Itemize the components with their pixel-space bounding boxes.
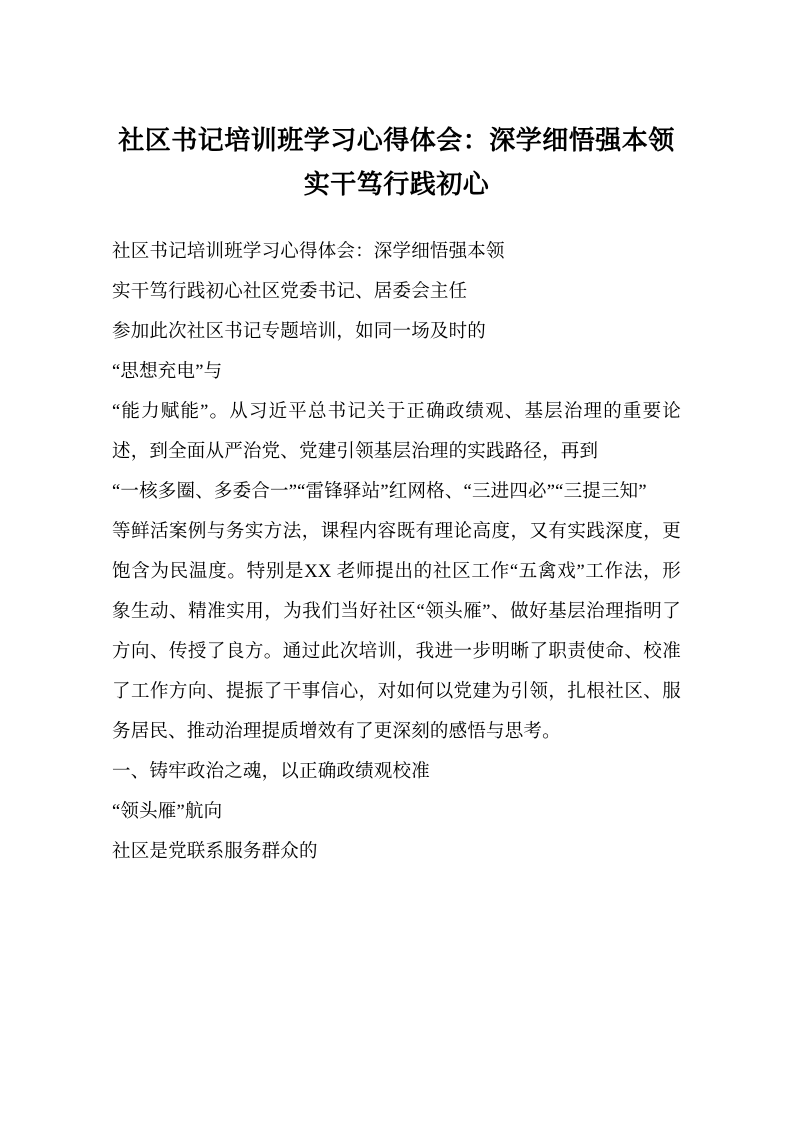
paragraph: 参加此次社区书记专题培训，如同一场及时的: [112, 322, 487, 342]
document-body: [0, 206, 793, 872]
paragraph: 等鲜活案例与务实方法，课程内容既有理论高度，又有实践深度，更饱含为民温度。特别是XX 老师提出的社区工作“五禽戏”工作法，形象生动、精准实用，为我们当好社区“领头雁”、做好基层治理指明了方向、传授了良方。通过此次培训，我进一步明晰了职责使命、校准了工作方向、提振了干事信心，对如何以党建为引领，扎根社区、服务居民、推动治理提质增效有了更深刻的感悟与思考。: [112, 522, 681, 742]
paragraph: “能力赋能”。从习近平总书记关于正确政绩观、基层治理的重要论述，到全面从严治党、党建引领基层治理的实践路径，再到: [112, 402, 681, 462]
paragraph: 社区是党联系服务群众的: [112, 842, 318, 862]
paragraph: 社区书记培训班学习心得体会：深学细悟强本领: [112, 242, 505, 262]
paragraph: “一核多圈、多委合一”“雷锋驿站”红网格、“三进四必”“三提三知”: [112, 482, 647, 502]
paragraph: 实干笃行践初心社区党委书记、居委会主任: [112, 282, 468, 302]
paragraph: “领头雁”航向: [112, 802, 223, 822]
paragraph: 一、铸牢政治之魂，以正确政绩观校准: [112, 762, 430, 782]
paragraph: “思想充电”与: [112, 362, 223, 382]
page-title: 社区书记培训班学习心得体会：深学细悟强本领 实干笃行践初心: [118, 125, 675, 199]
